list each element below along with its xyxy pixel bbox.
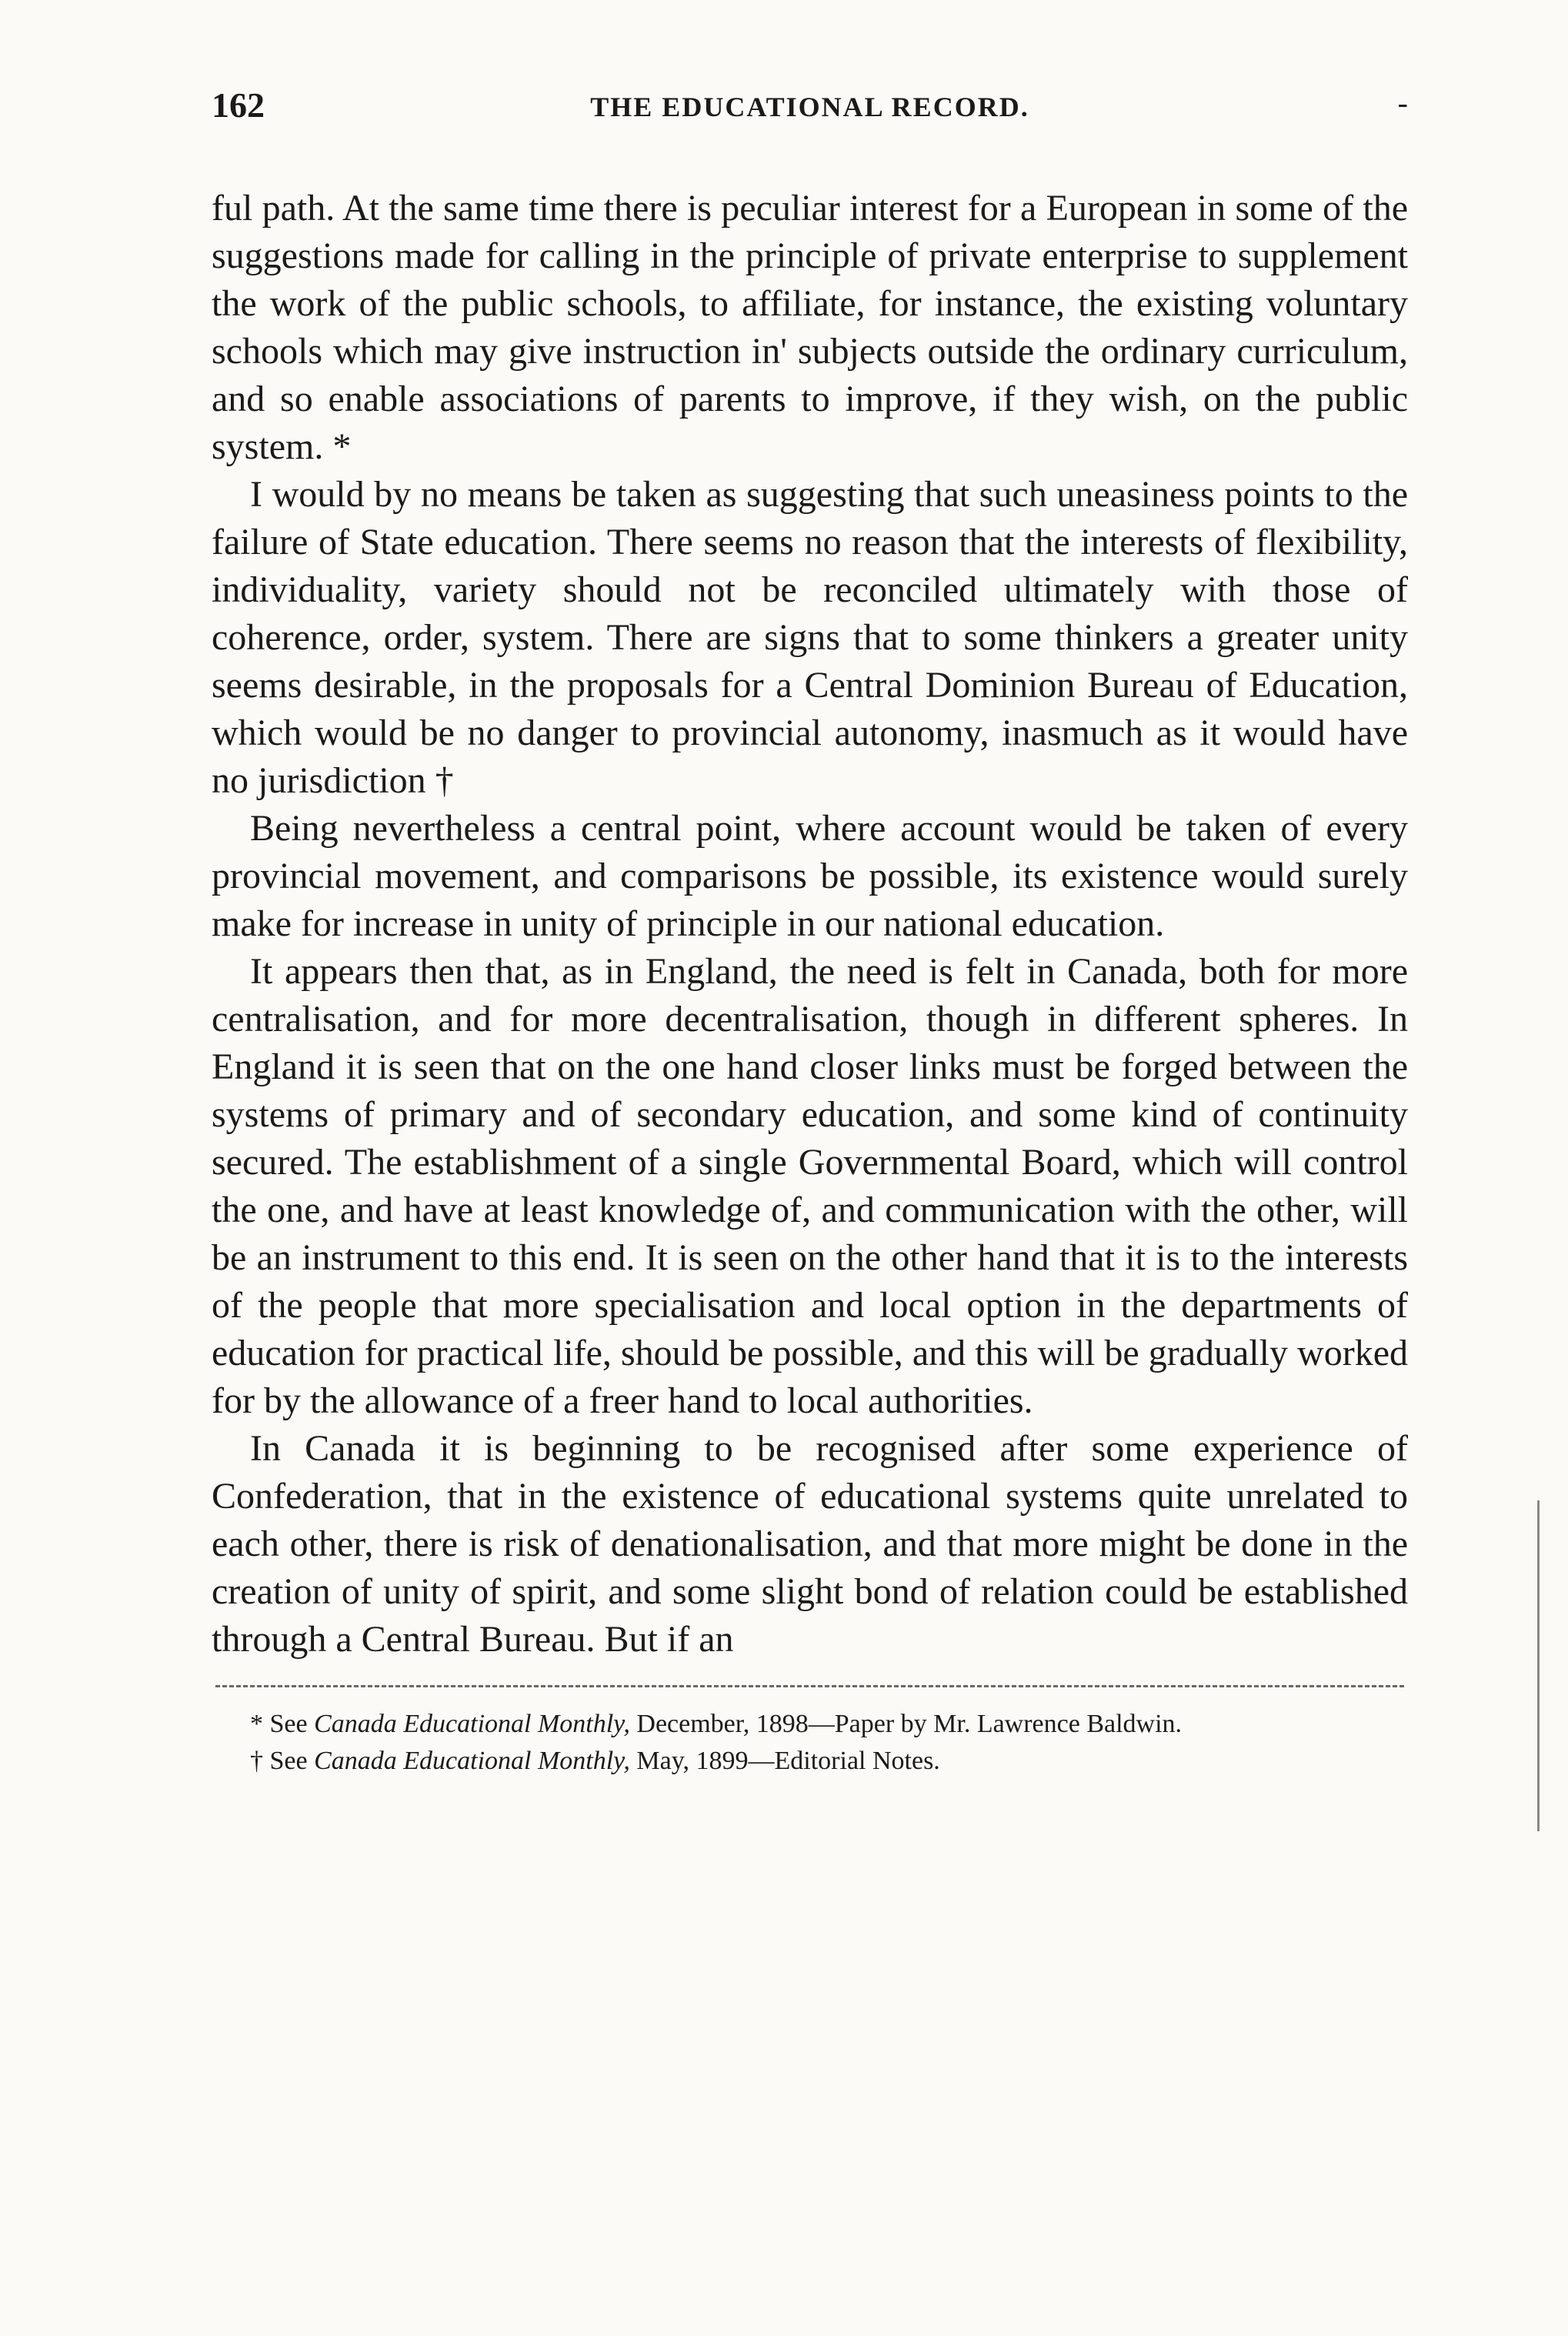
footnote-1-marker: *	[250, 1710, 263, 1738]
running-title: THE EDUCATIONAL RECORD.	[590, 92, 1029, 122]
page-number: 162	[212, 85, 265, 125]
footnote-1-title: Canada Educational Monthly,	[314, 1710, 630, 1738]
scan-margin-line	[1537, 1500, 1540, 1831]
footnote-2-prefix: See	[269, 1747, 308, 1775]
footnote-1	[212, 1707, 1408, 1741]
footnote-2	[212, 1744, 1408, 1778]
footnote-2-marker: †	[250, 1747, 263, 1775]
footnote-2-rest: May, 1899—Editorial Notes.	[636, 1747, 940, 1775]
footnote-1-prefix: See	[269, 1710, 308, 1738]
paragraph-5: In Canada it is beginning to be recognised after some experience of Confederation, that in the existence of educational systems quite unrelated to each other, there is risk of denationalisation, and that more might be done in the creation of unity of spirit, and some slight bond of relation could be established through a Central Bureau. But if an	[212, 1428, 1408, 1660]
footnote-1-rest: December, 1898—Paper by Mr. Lawrence Baldwin.	[636, 1710, 1183, 1738]
footnote-rule	[215, 1685, 1404, 1687]
paragraph-1: ful path. At the same time there is peculiar interest for a European in some of the suggestions made for calling in the principle of private enterprise to supplement the work of the public schools, to affiliate, for instance, the existing voluntary schools which may give instruction in' subjects outside the ordinary curriculum, and so enable associations of parents to improve, if they wish, on the public system. *	[212, 188, 1408, 467]
paragraph-4: It appears then that, as in England, the need is felt in Canada, both for more centralisation, and for more decentralisation, though in different spheres. In England it is seen that on the one hand closer links must be forged between the systems of primary and of secondary education, and some kind of continuity secured. The establishment of a single Governmental Board, which will control the one, and have at least knowledge of, and communication with the other, will be an instrument to this end. It is seen on the other hand that it is to the interests of the people that more specialisation and local option in the departments of education for practical life, should be possible, and this will be gradually worked for by the allowance of a freer hand to local authorities.	[212, 951, 1408, 1421]
paragraph-2: I would by no means be taken as suggesting that such uneasiness points to the failure of State education. There seems no reason that the interests of flexibility, individuality, variety should not be reconciled ultimately with those of coherence, order, system. There are signs that to some thinkers a greater unity seems desirable, in the proposals for a Central Dominion Bureau of Education, which would be no danger to provincial autonomy, inasmuch as it would have no jurisdiction †	[212, 474, 1408, 801]
footnote-2-title: Canada Educational Monthly,	[314, 1747, 630, 1775]
page-header	[212, 85, 1408, 154]
footnotes	[212, 1707, 1408, 1778]
book-page	[212, 85, 1408, 1781]
body-text	[212, 185, 1408, 1664]
paragraph-3: Being nevertheless a central point, where account would be taken of every provincial movement, and comparisons be possible, its existence would surely make for increase in unity of principle in our national education.	[212, 808, 1408, 944]
header-mark: -	[1397, 85, 1408, 120]
